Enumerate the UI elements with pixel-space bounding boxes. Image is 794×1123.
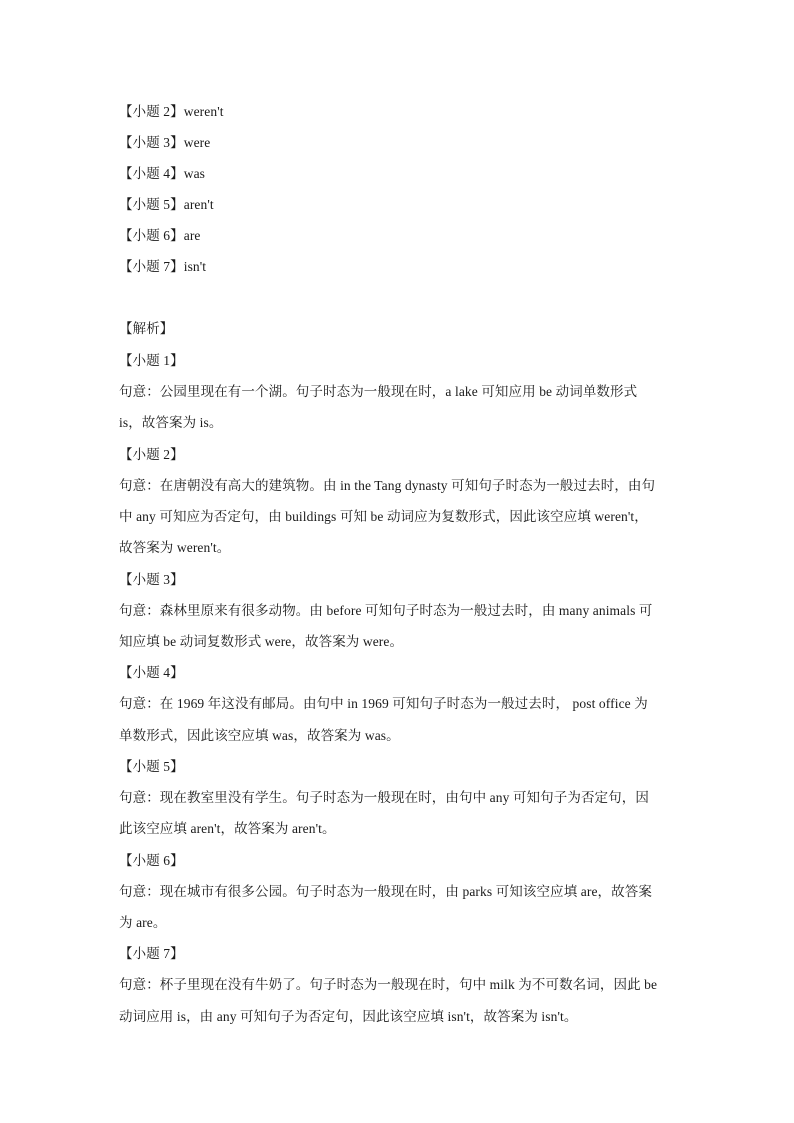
item-text-line: 为 are。 — [119, 915, 167, 930]
answer-line: 【小题 3】were — [119, 135, 211, 150]
item-text-line: 中 any 可知应为否定句，由 buildings 可知 be 动词应为复数形式，因此该空应填 weren't， — [119, 509, 648, 524]
item-text-line: 句意：杯子里现在没有牛奶了。句子时态为一般现在时，句中 milk 为不可数名词，因此 be — [119, 977, 658, 992]
analysis-heading: 【解析】 — [119, 321, 174, 336]
item-label: 【小题 3】 — [119, 572, 184, 587]
item-text-line: 句意：在 1969 年这没有邮局。由句中 in 1969 可知句子时态为一般过去时， post office 为 — [119, 696, 648, 711]
item-text-line: 句意：森林里原来有很多动物。由 before 可知句子时态为一般过去时，由 many animals 可 — [119, 603, 653, 618]
item-text-line: 单数形式，因此该空应填 was，故答案为 was。 — [119, 728, 400, 743]
item-text-line: 句意：现在城市有很多公园。句子时态为一般现在时，由 parks 可知该空应填 are，故答案 — [119, 884, 652, 899]
answer-line: 【小题 5】aren't — [119, 197, 214, 212]
item-text-line: 故答案为 weren't。 — [119, 540, 231, 555]
answer-line: 【小题 6】are — [119, 228, 201, 243]
item-text-line: 此该空应填 aren't，故答案为 aren't。 — [119, 821, 336, 836]
item-text-line: 句意：现在教室里没有学生。句子时态为一般现在时，由句中 any 可知句子为否定句，因 — [119, 790, 649, 805]
item-text-line: is，故答案为 is。 — [119, 415, 223, 430]
item-label: 【小题 5】 — [119, 759, 184, 774]
item-text-line: 句意：在唐朝没有高大的建筑物。由 in the Tang dynasty 可知句子时态为一般过去时，由句 — [119, 478, 656, 493]
item-label: 【小题 6】 — [119, 853, 184, 868]
answer-line: 【小题 2】weren't — [119, 104, 224, 119]
item-text-line: 知应填 be 动词复数形式 were，故答案为 were。 — [119, 634, 404, 649]
item-label: 【小题 1】 — [119, 353, 184, 368]
answer-line: 【小题 4】was — [119, 166, 206, 181]
item-text-line: 动词应用 is，由 any 可知句子为否定句，因此该空应填 isn't，故答案为 isn't。 — [119, 1009, 578, 1024]
item-text-line: 句意：公园里现在有一个湖。句子时态为一般现在时，a lake 可知应用 be 动词单数形式 — [119, 384, 638, 399]
answer-line: 【小题 7】isn't — [119, 259, 207, 274]
item-label: 【小题 2】 — [119, 447, 184, 462]
item-label: 【小题 7】 — [119, 946, 184, 961]
item-label: 【小题 4】 — [119, 665, 184, 680]
